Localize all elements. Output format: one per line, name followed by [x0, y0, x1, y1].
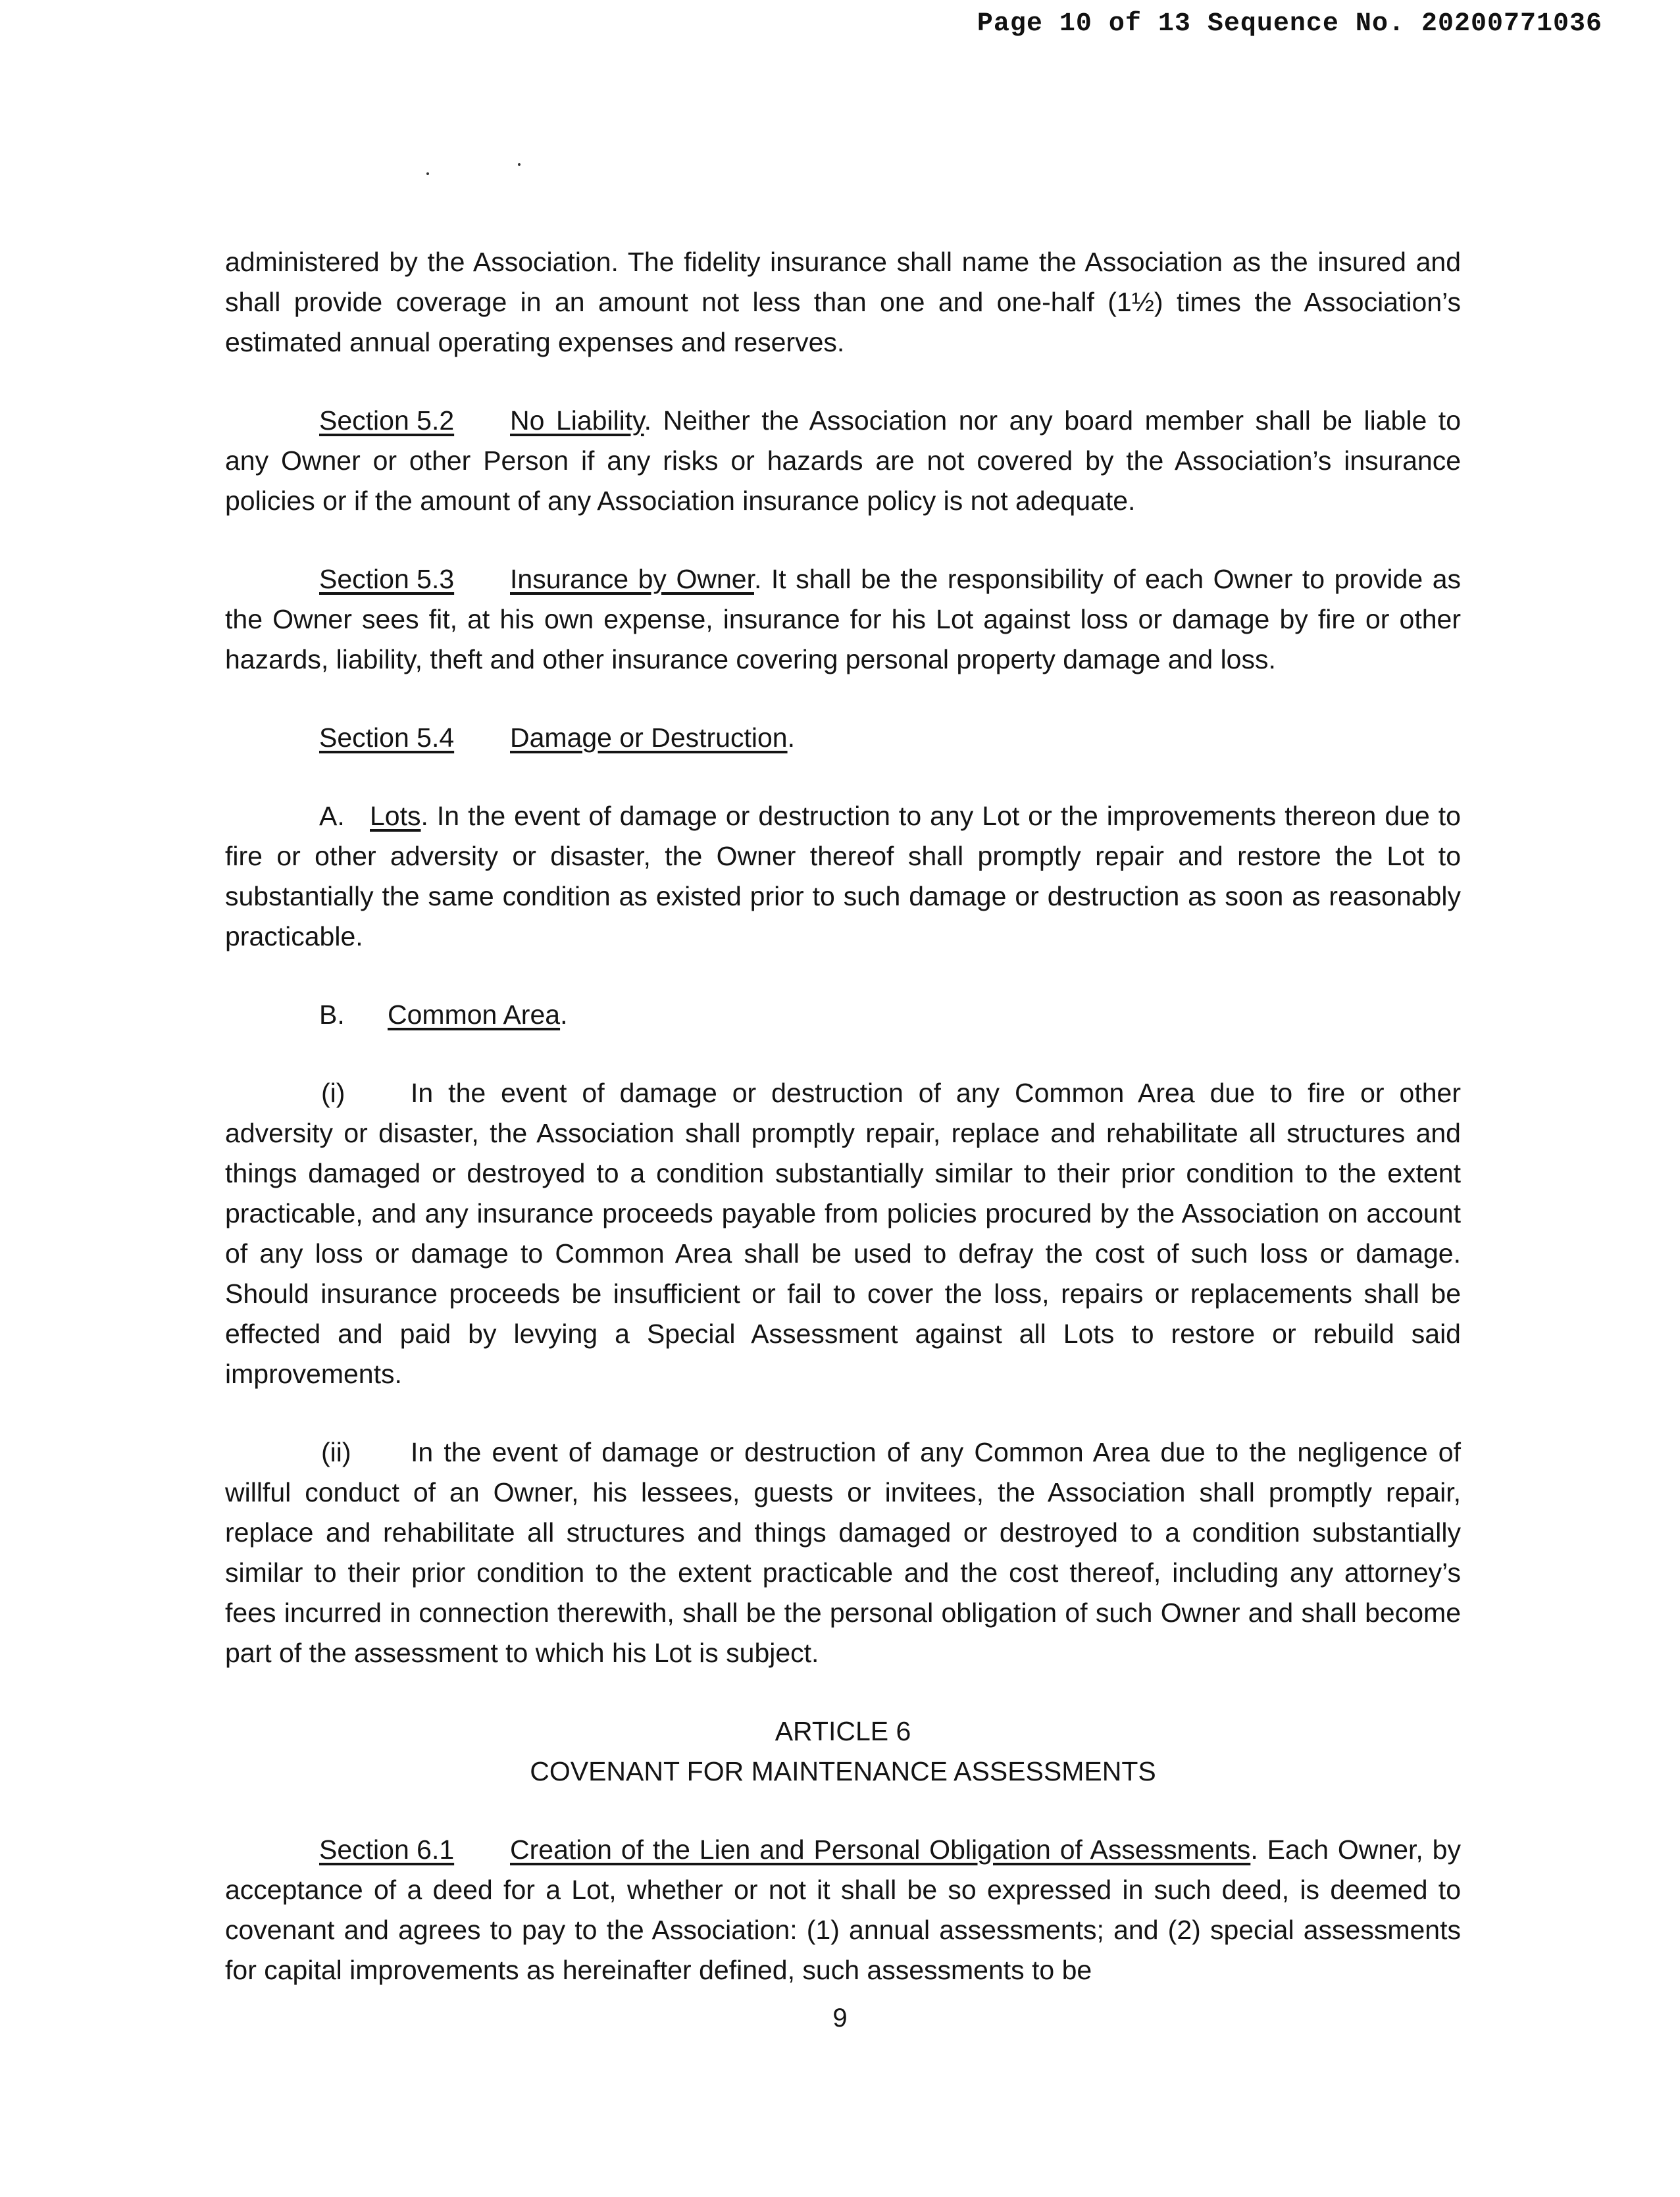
- subsection-text: . In the event of damage or destruction to any Lot or the improvements thereon due to fire or other adversity or disaster, the Owner thereof shall promptly repair and restore the Lot to substantially the same condition as existed prior to such damage or destruction as soon as reasonably practicable.: [225, 801, 1461, 951]
- section-text: . It shall be the responsibility of each Owner to provide as the Owner sees fit, at his own expense, insurance for his Lot against loss or damage by fire or other hazards, liability, theft and other insurance covering personal property damage and loss.: [225, 564, 1461, 674]
- section-text: . Neither the Association nor any board member shall be liable to any Owner or other Person if any risks or hazards are not covered by the Association’s insurance policies or if the amount of any Association insurance policy is not adequate.: [225, 405, 1461, 516]
- section-title: Creation of the Lien and Personal Obligation of Assessments: [510, 1834, 1251, 1865]
- subsection-label: B.: [319, 999, 345, 1030]
- article-number: ARTICLE 6: [775, 1716, 911, 1746]
- section-title: Damage or Destruction: [510, 722, 788, 753]
- article-title: COVENANT FOR MAINTENANCE ASSESSMENTS: [530, 1756, 1156, 1786]
- section-number: Section 5.2: [319, 405, 455, 436]
- section-text: . Each Owner, by acceptance of a deed for a Lot, whether or not it shall be so expressed in such deed, is deemed to covenant and agrees to pay to the Association: (1) annual assessments; and (2) special assessments for capital improvements as hereinafter defined, such assessments to be: [225, 1834, 1461, 1985]
- clause-ii: [225, 1432, 1461, 1673]
- section-5-2: [225, 401, 1461, 521]
- clause-text: In the event of damage or destruction of any Common Area due to the negligence of willful conduct of an Owner, his lessees, guests or invitees, the Association shall promptly repair, replace and rehabilitate all structures and things damaged or destroyed to a condition substantially similar to their prior condition to the extent practicable and the cost thereof, including any attorney’s fees incurred in connection therewith, shall be the personal obligation of such Owner and shall become part of the assessment to which his Lot is subject.: [225, 1437, 1461, 1668]
- subsection-title: Lots: [370, 801, 421, 831]
- section-title: No Liability: [510, 405, 644, 436]
- section-number: Section 5.3: [319, 564, 455, 594]
- clause-text: In the event of damage or destruction of any Common Area due to fire or other adversity or disaster, the Association shall promptly repair, replace and rehabilitate all structures and things damaged or destroyed to a condition substantially similar to their prior condition to the extent practicable, and any insurance proceeds payable from policies procured by the Association on account of any loss or damage to Common Area shall be used to defray the cost of such loss or damage. Should insurance proceeds be insufficient or fail to cover the loss, repairs or replacements shall be effected and paid by levying a Special Assessment against all Lots to restore or rebuild said improvements.: [225, 1078, 1461, 1389]
- section-6-1: [225, 1830, 1461, 1990]
- clause-label: (i): [321, 1078, 345, 1108]
- subsection-a-lots: [225, 796, 1461, 957]
- page-number: 9: [832, 2004, 848, 2033]
- section-number: Section 5.4: [319, 722, 455, 753]
- subsection-title: Common Area: [388, 999, 561, 1030]
- clause-label: (ii): [321, 1437, 351, 1467]
- subsection-text: .: [560, 999, 568, 1030]
- section-5-3: [225, 559, 1461, 680]
- document-body: [225, 242, 1461, 1990]
- clause-i: [225, 1073, 1461, 1394]
- scan-speck: [426, 172, 429, 175]
- section-5-4: [225, 718, 1461, 758]
- subsection-label: A.: [319, 801, 345, 831]
- section-number: Section 6.1: [319, 1834, 455, 1865]
- paragraph-fidelity-insurance: administered by the Association. The fidelity insurance shall name the Association as the insured and shall provide coverage in an amount not less than one and one-half (1½) times the Association’s estimated annual operating expenses and reserves.: [225, 247, 1461, 357]
- section-text: .: [787, 722, 795, 753]
- section-title: Insurance by Owner: [510, 564, 754, 594]
- scan-speck: [518, 163, 521, 166]
- page-sequence-header: Page 10 of 13 Sequence No. 20200771036: [977, 9, 1602, 39]
- subsection-b-common-area: [225, 995, 1461, 1035]
